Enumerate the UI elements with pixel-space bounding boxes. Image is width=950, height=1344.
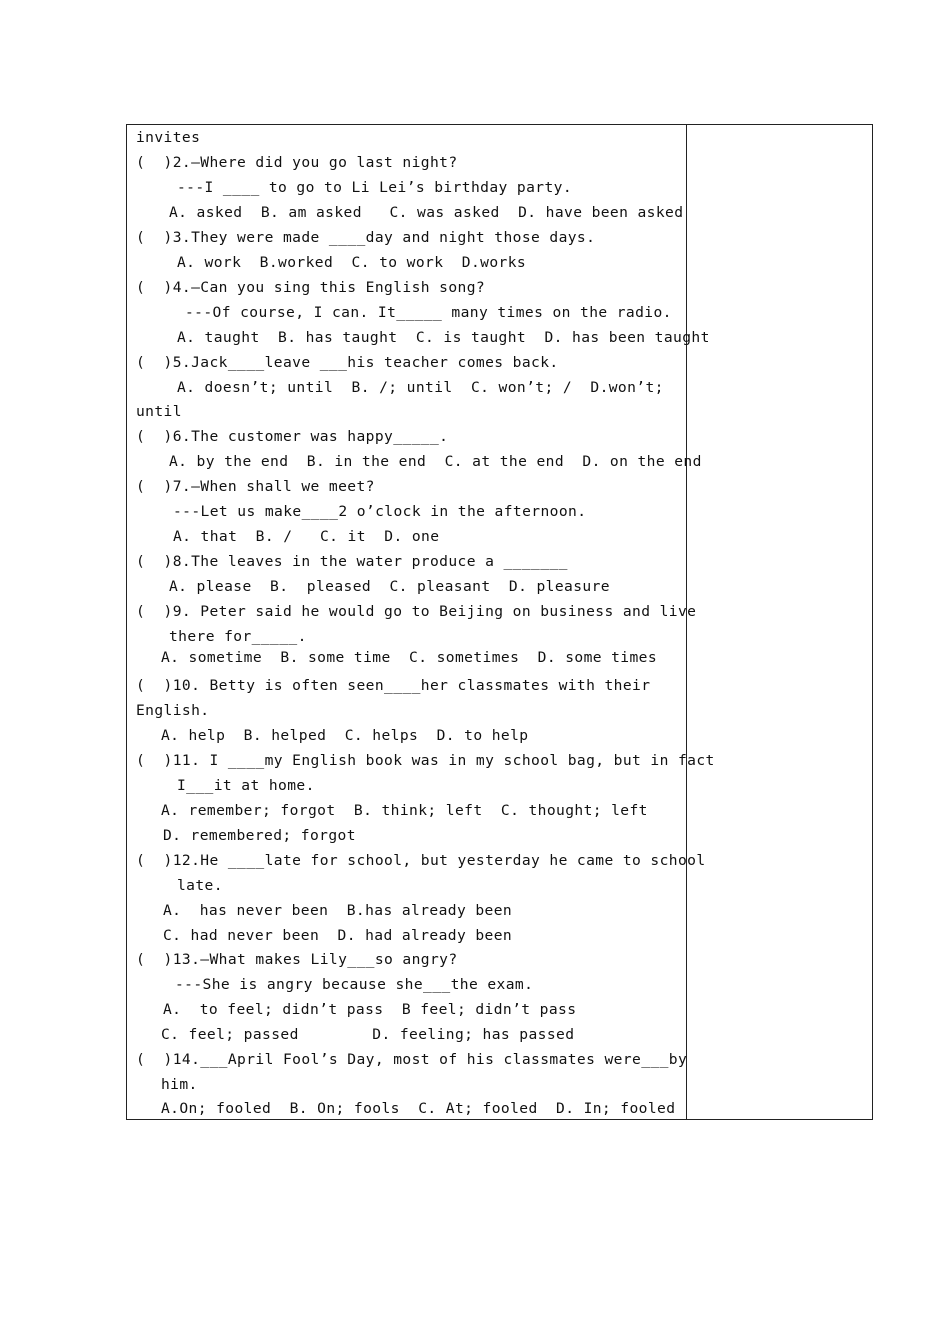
text-line: I___it at home.: [177, 777, 315, 794]
options-line: A. work B.worked C. to work D.works: [177, 254, 527, 271]
question-12: ( )12.He ____late for school, but yesterday he came to school: [136, 852, 706, 869]
options-line: D. remembered; forgot: [163, 827, 356, 844]
options-line: A. has never been B.has already been: [163, 902, 513, 919]
options-line: A. by the end B. in the end C. at the end D. on the end: [169, 453, 702, 470]
question-10: ( )10. Betty is often seen____her classmates with their: [136, 677, 651, 694]
text-line: ---She is angry because she___the exam.: [175, 976, 534, 993]
text-line: invites: [136, 129, 201, 146]
text-line: ---I ____ to go to Li Lei’s birthday party.: [177, 179, 573, 196]
text-line: ---Let us make____2 o’clock in the afternoon.: [173, 503, 587, 520]
text-line: until: [136, 403, 182, 420]
question-3: ( )3.They were made ____day and night those days.: [136, 229, 596, 246]
question-5: ( )5.Jack____leave ___his teacher comes back.: [136, 354, 559, 371]
text-line: late.: [177, 877, 223, 894]
options-line: A. sometime B. some time C. sometimes D. some times: [161, 649, 658, 666]
question-6: ( )6.The customer was happy_____.: [136, 428, 449, 445]
text-line: ---Of course, I can. It_____ many times on the radio.: [185, 304, 672, 321]
text-line: there for_____.: [169, 628, 307, 645]
options-line: A. remember; forgot B. think; left C. thought; left: [161, 802, 648, 819]
question-4: ( )4.—Can you sing this English song?: [136, 279, 486, 296]
options-line: A. help B. helped C. helps D. to help: [161, 727, 529, 744]
worksheet-table: [126, 124, 873, 1120]
options-line: A. asked B. am asked C. was asked D. have been asked: [169, 204, 684, 221]
options-line: A. please B. pleased C. pleasant D. pleasure: [169, 578, 610, 595]
options-line: C. feel; passed D. feeling; has passed: [161, 1026, 575, 1043]
question-9: ( )9. Peter said he would go to Beijing on business and live: [136, 603, 697, 620]
question-7: ( )7.—When shall we meet?: [136, 478, 375, 495]
options-line: A. that B. / C. it D. one: [173, 528, 440, 545]
question-11: ( )11. I ____my English book was in my school bag, but in fact: [136, 752, 715, 769]
options-line: A.On; fooled B. On; fools C. At; fooled D. In; fooled: [161, 1100, 676, 1117]
options-line: A. taught B. has taught C. is taught D. has been taught: [177, 329, 710, 346]
question-13: ( )13.—What makes Lily___so angry?: [136, 951, 458, 968]
text-line: him.: [161, 1076, 198, 1093]
question-2: ( )2.—Where did you go last night?: [136, 154, 458, 171]
question-14: ( )14.___April Fool’s Day, most of his classmates were___by: [136, 1051, 688, 1068]
text-line: English.: [136, 702, 210, 719]
notes-column: [687, 125, 873, 1119]
question-8: ( )8.The leaves in the water produce a _______: [136, 553, 568, 570]
options-line: C. had never been D. had already been: [163, 927, 513, 944]
options-line: A. to feel; didn’t pass B feel; didn’t pass: [163, 1001, 577, 1018]
options-line: A. doesn’t; until B. /; until C. won’t; / D.won’t;: [177, 379, 664, 396]
